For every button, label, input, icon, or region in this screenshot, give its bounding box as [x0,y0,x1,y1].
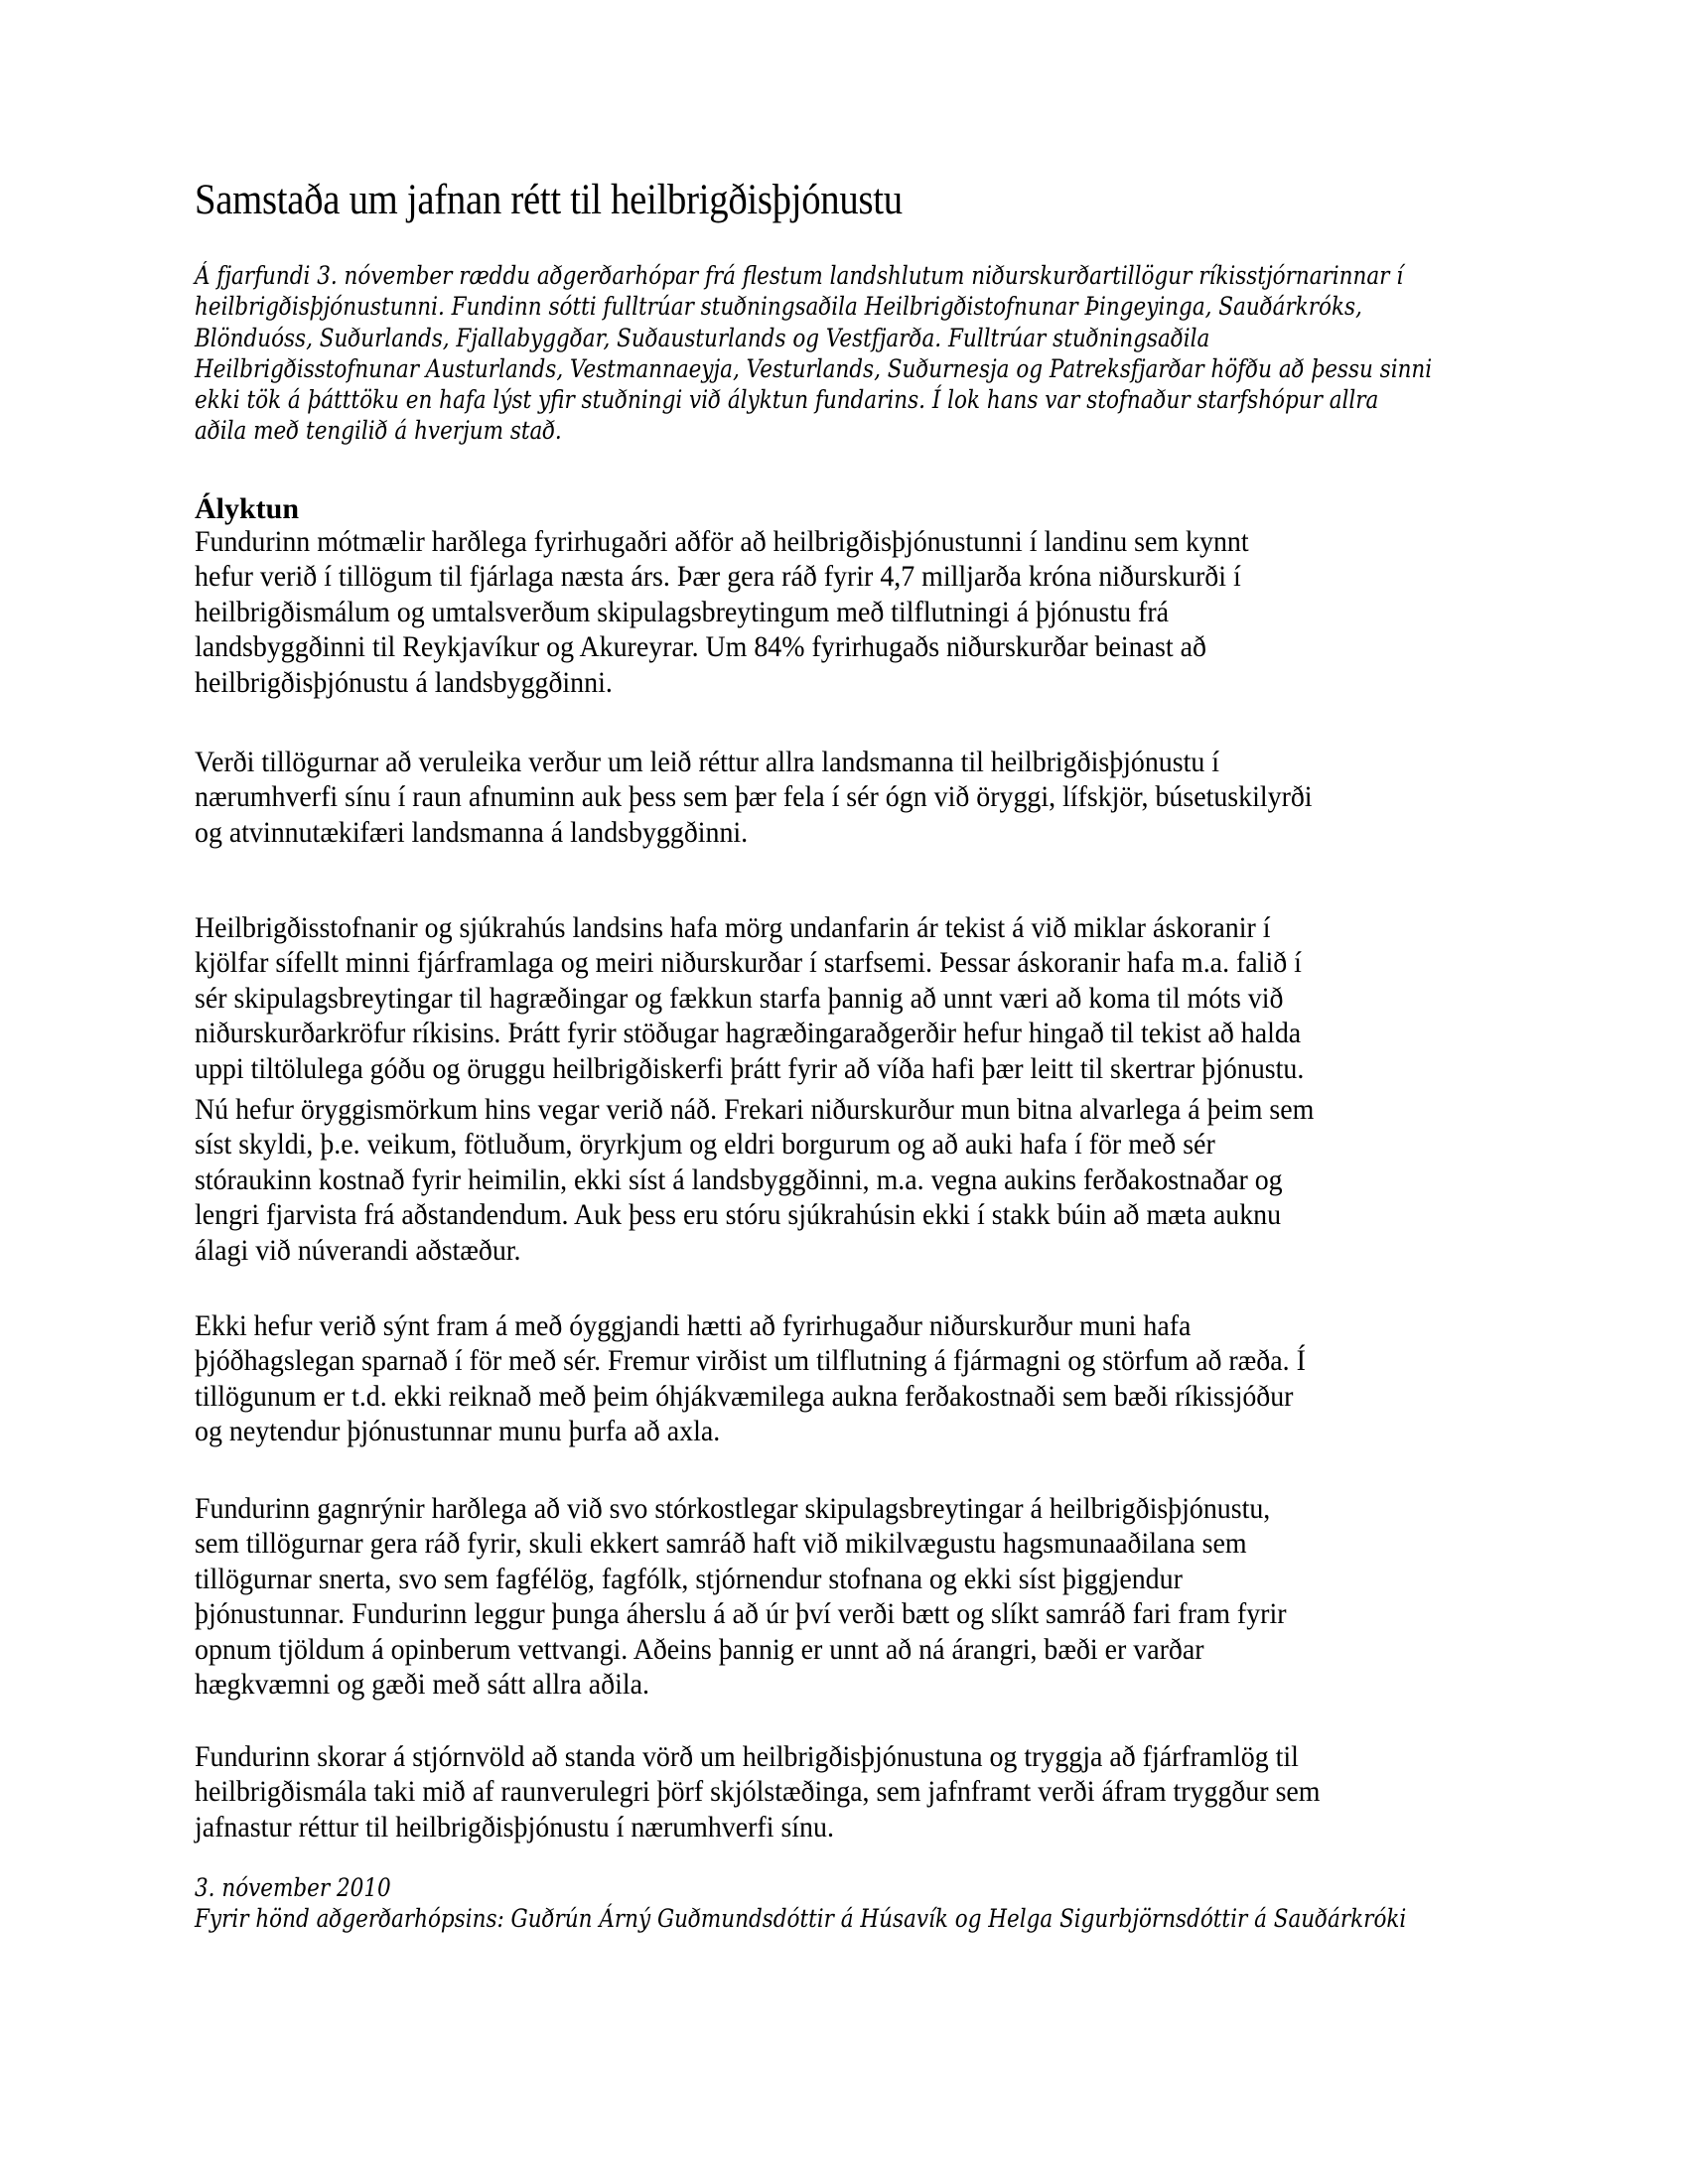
paragraph-line: landsbyggðinni til Reykjavíkur og Akureyrar. Um 84% fyrirhugaðs niðurskurðar beinast að [195,630,1206,664]
intro-line: heilbrigðisþjónustunni. Fundinn sótti fulltrúar stuðningsaðila Heilbrigðistofnunar Þingeyinga, Sauðárkróks, [195,292,1362,322]
paragraph-line: heilbrigðismála taki mið af raunverulegri þörf skjólstæðinga, sem jafnframt verði áfram tryggður sem [195,1775,1321,1809]
paragraph-line: þjónustunnar. Fundurinn leggur þunga áherslu á að úr því verði bætt og slíkt samráð fari fram fyrir [195,1597,1287,1631]
paragraph-line: lengri fjarvista frá aðstandendum. Auk þess eru stóru sjúkrahúsin ekki í stakk búin að mæta auknu [195,1198,1282,1232]
signature-on-behalf: Fyrir hönd aðgerðarhópsins: Guðrún Árný Guðmundsdóttir á Húsavík og Helga Sigurbjörnsdóttir á Sauðárkróki [195,1904,1407,1933]
paragraph-line: tillögunum er t.d. ekki reiknað með þeim óhjákvæmilega aukna ferðakostnaði sem bæði ríkissjóður [195,1379,1294,1413]
paragraph-line: sem tillögurnar gera ráð fyrir, skuli ekkert samráð haft við mikilvægustu hagsmunaaðilana sem [195,1527,1247,1561]
paragraph-line: þjóðhagslegan sparnað í för með sér. Fremur virðist um tilflutning á fjármagni og störfum að ræða. Í [195,1344,1306,1378]
signature-date: 3. nóvember 2010 [195,1873,391,1902]
paragraph-line: Fundurinn mótmælir harðlega fyrirhugaðri aðför að heilbrigðisþjónustunni í landinu sem kynnt [195,525,1249,558]
paragraph-line: og neytendur þjónustunnar munu þurfa að axla. [195,1415,721,1448]
section-heading: Ályktun [195,492,300,525]
paragraph-line: nærumhverfi sínu í raun afnuminn auk þess sem þær fela í sér ógn við öryggi, lífskjör, búsetuskilyrði [195,780,1313,814]
paragraph-line: jafnastur réttur til heilbrigðisþjónustu í nærumhverfi sínu. [195,1810,834,1843]
paragraph-line: niðurskurðarkröfur ríkisins. Þrátt fyrir stöðugar hagræðingaraðgerðir hefur hingað til tekist að halda [195,1017,1302,1050]
paragraph-line: kjölfar sífellt minni fjárframlaga og meiri niðurskurðar í starfsemi. Þessar áskoranir hafa m.a. falið í [195,946,1302,980]
resolution-paragraph-1 [195,524,1249,700]
intro-line: Blönduóss, Suðurlands, Fjallabyggðar, Suðausturlands og Vestfjarða. Fulltrúar stuðningsaðila [195,323,1210,352]
resolution-paragraph-6 [195,1491,1286,1702]
resolution-paragraph-4 [195,1092,1314,1268]
resolution-paragraph-2 [195,745,1313,850]
resolution-paragraph-7 [195,1739,1321,1844]
intro-line: Á fjarfundi 3. nóvember ræddu aðgerðarhópar frá flestum landshlutum niðurskurðartillögur ríkisstjórnarinnar í [195,261,1404,290]
paragraph-line: álagi við núverandi aðstæður. [195,1233,521,1267]
paragraph-line: Heilbrigðisstofnanir og sjúkrahús landsins hafa mörg undanfarin ár tekist á við miklar áskoranir í [195,911,1271,944]
paragraph-line: stóraukinn kostnað fyrir heimilin, ekki síst á landsbyggðinni, m.a. vegna aukins ferðakostnaðar og [195,1162,1283,1196]
paragraph-line: sér skipulagsbreytingar til hagræðingar og fækkun starfa þannig að unnt væri að koma til móts við [195,981,1284,1015]
paragraph-line: uppi tiltölulega góðu og öruggu heilbrigðiskerfi þrátt fyrir að víða hafi þær leitt til skertrar þjónustu. [195,1051,1305,1085]
intro-paragraph [195,260,1432,447]
paragraph-line: hægkvæmni og gæði með sátt allra aðila. [195,1668,649,1702]
paragraph-line: opnum tjöldum á opinberum vettvangi. Aðeins þannig er unnt að ná árangri, bæði er varðar [195,1632,1204,1666]
paragraph-line: og atvinnutækifæri landsmanna á landsbyggðinni. [195,815,749,849]
paragraph-line: Ekki hefur verið sýnt fram á með óyggjandi hætti að fyrirhugaður niðurskurður muni hafa [195,1309,1192,1342]
paragraph-line: síst skyldi, þ.e. veikum, fötluðum, öryrkjum og eldri borgurum og að auki hafa í för með sér [195,1128,1215,1161]
resolution-paragraph-5 [195,1308,1306,1449]
paragraph-line: heilbrigðisþjónustu á landsbyggðinni. [195,665,613,699]
intro-line: aðila með tengilið á hverjum stað. [195,416,562,446]
paragraph-line: Nú hefur öryggismörkum hins vegar verið náð. Frekari niðurskurður mun bitna alvarlega á þeim sem [195,1093,1315,1126]
document-title: Samstaða um jafnan rétt til heilbrigðisþjónustu [195,177,903,223]
paragraph-line: Fundurinn gagnrýnir harðlega að við svo stórkostlegar skipulagsbreytingar á heilbrigðisþjónustu, [195,1492,1271,1525]
paragraph-line: tillögurnar snerta, svo sem fagfélög, fagfólk, stjórnendur stofnana og ekki síst þiggjendur [195,1562,1183,1595]
paragraph-line: heilbrigðismálum og umtalsverðum skipulagsbreytingum með tilflutningi á þjónustu frá [195,595,1170,628]
intro-line: ekki tök á þátttöku en hafa lýst yfir stuðningi við ályktun fundarins. Í lok hans var stofnaður starfshópur allra [195,385,1379,415]
intro-line: Heilbrigðisstofnunar Austurlands, Vestmannaeyja, Vesturlands, Suðurnesja og Patreksfjarðar höfðu að þessu sinni [195,353,1433,383]
paragraph-line: Fundurinn skorar á stjórnvöld að standa vörð um heilbrigðisþjónustuna og tryggja að fjárframlög til [195,1740,1299,1773]
paragraph-line: hefur verið í tillögum til fjárlaga næsta árs. Þær gera ráð fyrir 4,7 milljarða króna niðurskurði í [195,560,1241,594]
signature-block [195,1872,1406,1934]
resolution-paragraph-3 [195,910,1304,1086]
paragraph-line: Verði tillögurnar að veruleika verður um leið réttur allra landsmanna til heilbrigðisþjónustu í [195,746,1220,778]
